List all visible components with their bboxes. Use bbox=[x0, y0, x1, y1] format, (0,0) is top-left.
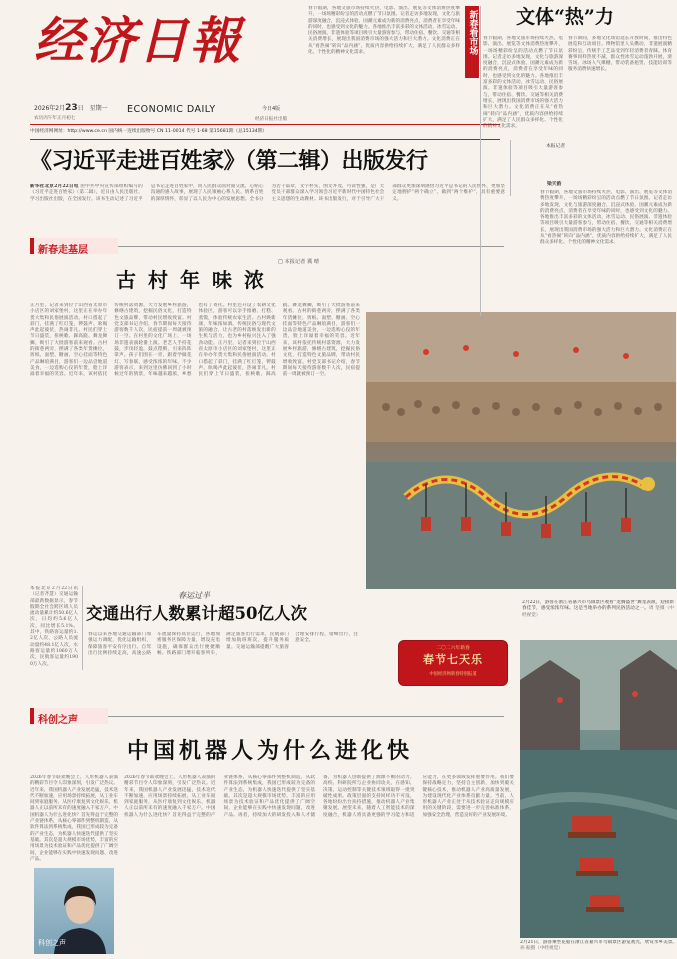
robot-rule bbox=[108, 716, 504, 717]
masthead-publisher: 经济日报社出版 bbox=[255, 117, 288, 122]
divider-main bbox=[510, 140, 511, 196]
water-town-photo bbox=[520, 640, 677, 938]
info-bar-rule bbox=[30, 139, 500, 140]
village-body: 正月里，记者来到位于山西省太原市小店区的刘家堡村，这里正在举办年货大集和民俗展演活动。村口搭起了彩门，挂满了红灯笼，锣鼓声、吆喝声此起彼伏，热闹非凡。村民们穿上节日盛装，扭秧歌、踩高跷、舞龙舞狮，吸引了大批游客前来观看。古村的街巷两旁，摆满了各类年货摊位，剪纸、面塑、糖画、空心挂面等特色产品琳琅满目，游客们一边品尝地道美食，一边选购心仪的年货，脸上洋溢着幸福的笑容。近年来，该村依托传统村落资源，大力发展乡村旅游，修缮古建筑，挖掘民俗文化，打造特色文旅品牌，带动村民增收致富。村党支部书记介绍，春节期间每天接待游客数千人次，民宿提前一周就被预订一空。在村里的文化广场上，一场场非遗表演轮番上演。老艺人手持花鼓，步伐轻盈，鼓点铿锵，引来阵阵掌声。孩子们围在一旁，跟着学做花灯、写春联，感受浓浓的年味。不少游客表示，来到这里仿佛回到了小时候过年的情景，年味越来越浓，乡愁也有了寄托。村里还开设了农耕文化体验区，游客可以亲手推磨、打糕、蒸馍，体验传统农家生活。古村焕新颜，年味浓如酒。传统民俗与现代文旅的融合，让古老的村落焕发出新的生机与活力，也为乡村振兴注入了强劲动能。正月里，记者来到位于山西省太原市小店区的刘家堡村，这里正在举办年货大集和民俗展演活动。村口搭起了彩门，挂满了红灯笼，锣鼓声、吆喝声此起彼伏，热闹非凡。村民们穿上节日盛装，扭秧歌、踩高跷、舞龙舞狮，吸引了大批游客前来观看。古村的街巷两旁，摆满了各类年货摊位，剪纸、面塑、糖画、空心挂面等特色产品琳琅满目，游客们一边品尝地道美食，一边选购心仪的年货，脸上洋溢着幸福的笑容。近年来，该村依托传统村落资源，大力发展乡村旅游，修缮古建筑，挖掘民俗文化，打造特色文旅品牌，带动村民增收致富。村党支部书记介绍，春节期间每天接待游客数千人次，民宿提前一周就被预订一空。 bbox=[30, 303, 360, 378]
dragon-dance-photo bbox=[366, 312, 676, 589]
traffic-title: 交通出行人数累计超50亿人次 bbox=[86, 604, 307, 623]
headline-lead: 新华社北京2月22日电 由中共中央宣传部组织编写的《习近平走进百姓家》（第二辑），近日由人民出版社、学习出版社出版，在全国发行。该书生动记述了习近平总书记走进百姓家中，同人民群众面对面交流、心贴心沟通的感人故事，展现了人民领袖心系人民、情系百姓的深厚情怀，彰显了以人民为中心的发展思想。全书分为若干篇章，文字朴实，图文并茂，可读性强，是广大党员干部群众深入学习领会习近平新时代中国特色社会主义思想的生动教材。该书出版发行，对于引导广大干部群众更加深刻感悟习近平总书记的人民情怀，更加坚定地拥护“两个确立”、做到“两个维护”，具有重要意义。 bbox=[30, 184, 505, 202]
author-photo: 科创之声 bbox=[34, 868, 114, 954]
masthead-info-bar: 中国经济网网址：http://www.ce.cn 国内统一连续出版物号 CN 11-0014 代号 1-68 第15681期（总15134期） bbox=[30, 129, 268, 134]
masthead-english: ECONOMIC DAILY bbox=[127, 104, 216, 115]
masthead-date: 2026年2月23日 星期一 bbox=[34, 103, 108, 113]
village-byline: □ 本报记者 冀 晴 bbox=[278, 259, 319, 265]
right-column-text: 春节期间，多地文化场馆延长开放时间，推出特色展览和互动项目。博物馆里人头攒动，非遗展演精彩纷呈，传统手工艺品受到年轻消费者青睐。体育赛事同样热度不减，群众性冰雪运动蓬勃开展，滑雪场、冰场人气爆棚，带动装备租赁、技能培训等服务消费快速增长。 bbox=[568, 36, 672, 73]
dragon-dance-scene bbox=[366, 312, 676, 589]
village-title: 古村年味浓 bbox=[116, 268, 276, 292]
headline-title: 《习近平走进百姓家》（第二辑）出版发行 bbox=[30, 148, 428, 174]
masthead-logo: 经济日報 bbox=[34, 11, 242, 70]
right-reporter: 本报记者 bbox=[546, 144, 566, 149]
traffic-kicker: 春运过半 bbox=[178, 591, 210, 600]
village-rule bbox=[118, 246, 504, 247]
section-tag-village: 新春走基层 bbox=[30, 238, 118, 254]
right-reporter-2: 梁天韵 bbox=[547, 181, 562, 187]
section-tag-market: 新春看市场 bbox=[465, 6, 479, 78]
boat-photo-caption: 2月21日，游客乘坐花船在浙江省嘉兴市乌镇景区游览观光，欣赏水乡美景。孙 振摄（中经视觉） bbox=[520, 940, 677, 952]
water-town-scene bbox=[520, 640, 677, 938]
feature-title: 文体“热”力 bbox=[516, 6, 614, 28]
masthead-lunar: 农历丙午年正月初七 bbox=[34, 116, 76, 121]
robot-body-left: 2026年春节联欢晚会上，人形机器人表演的精彩节目令人印象深刻，引发广泛热议。近年来，我国机器人产业发展迅猛，技术迭代不断加速，应用场景持续拓展，从工业车间到家庭服务，从医疗康复到文化娱乐，机器人正以前所未有的速度融入千家万户。中国机器人为什么进化快？首先得益于完整的产业链体系，从核心零部件到整机制造，从软件算法到系统集成，我国已形成较为完备的产业生态，为机器人快速迭代提供了坚实基础。其次是超大规模市场优势，丰富的应用场景为技术验证和产品优化提供了广阔空间，企业能够在实践中快速发现问题、改进产品。 bbox=[30, 775, 118, 862]
festival-stamp: 二〇二六年新春 春节七天乐 中国经济网新春特别报道 bbox=[398, 640, 508, 686]
masthead-pages: 今日4版 bbox=[262, 106, 281, 112]
right-mid-text: 春节假期，各地文旅市场持续火热，电影、演出、展览等文体消费热度攀升，一场场精彩纷呈的活动点燃了节日氛围。记者走访多地发现，文化与旅游深度融合，沉浸式体验、国潮元素成为新的消费亮点，消费者在享受年味的同时，也感受到文化的魅力。各地推出丰富多彩的文体活动，冰雪运动、民俗展演、非遗体验等项目吸引大量游客参与，带动住宿、餐饮、交通等相关消费增长，展现出我国消费市场的强大活力和巨大潜力。文化消费正在从“看热闹”转向“品内涵”，优质内容供给持续扩大，满足了人民群众多样化、个性化的精神文化需求。 bbox=[483, 36, 563, 130]
divider-right bbox=[480, 6, 481, 316]
right-lower-text: 春节假期，各地文旅市场持续火热，电影、演出、展览等文体消费热度攀升，一场场精彩纷呈的活动点燃了节日氛围。记者走访多地发现，文化与旅游深度融合，沉浸式体验、国潮元素成为新的消费亮点，消费者在享受年味的同时，也感受到文化的魅力。各地推出丰富多彩的文体活动，冰雪运动、民俗展演、非遗体验等项目吸引大量游客参与，带动住宿、餐饮、交通等相关消费增长，展现出我国消费市场的强大活力和巨大潜力。文化消费正在从“看热闹”转向“品内涵”，优质内容供给持续扩大，满足了人民群众多样化、个性化的精神文化需求。 bbox=[540, 190, 672, 246]
traffic-divider bbox=[82, 586, 83, 670]
top-middle-text: 春节假期，各地文旅市场持续火热，电影、演出、展览等文体消费热度攀升，一场场精彩纷呈的活动点燃了节日氛围。记者走访多地发现，文化与旅游深度融合，沉浸式体验、国潮元素成为新的消费亮点，消费者在享受年味的同时，也感受到文化的魅力。各地推出丰富多彩的文体活动，冰雪运动、民俗展演、非遗体验等项目吸引大量游客参与，带动住宿、餐饮、交通等相关消费增长，展现出我国消费市场的强大活力和巨大潜力。文化消费正在从“看热闹”转向“品内涵”，优质内容供给持续扩大，满足了人民群众多样化、个性化的精神文化需求。 bbox=[308, 6, 460, 56]
traffic-sidebar: 本报北京2月22日讯（记者齐慧）交通运输部最新数据显示，春节假期全社会跨区域人员流动量累计约50.6亿人次，日均约5.6亿人次，同比增长5.1%。其中，铁路客运量约1.2亿人次，公路人员流动量约48.1亿人次，水路客运量约1060万人次，民航客运量约1900万人次。 bbox=[30, 586, 78, 667]
dragon-photo-caption: 2月22日，游客在浙江省嘉兴市乌镇景区观看“龙腾盛世”舞龙表演，迎接新春佳节，感受浓浓年味。这是当地举办的系列民俗活动之一。周 坚摄（中经视觉） bbox=[522, 600, 674, 618]
masthead-rule bbox=[30, 124, 500, 125]
traffic-body: 春运以来各地交通运输部门加强运力调配，优化运输组织，保障旅客平安有序出行。自驾出行比例持续走高，高速公路车流量保持高位运行，各地加密服务区保障力量，增设充电设施，确保群众出行便捷顺畅。铁路部门增开临客列车，满足旅客出行需求，民航部门增加航班班次，提升服务质量。交通运输部提醒广大旅客合理安排行程，错峰出行，注意安全。 bbox=[88, 632, 358, 656]
robot-title: 中国机器人为什么进化快 bbox=[126, 738, 413, 764]
robot-body-main: 2026年春节联欢晚会上，人形机器人表演的精彩节目令人印象深刻，引发广泛热议。近年来，我国机器人产业发展迅猛，技术迭代不断加速，应用场景持续拓展，从工业车间到家庭服务，从医疗康复到文化娱乐，机器人正以前所未有的速度融入千家万户。中国机器人为什么进化快？首先得益于完整的产业链体系，从核心零部件到整机制造，从软件算法到系统集成，我国已形成较为完备的产业生态，为机器人快速迭代提供了坚实基础。其次是超大规模市场优势，丰富的应用场景为技术验证和产品优化提供了广阔空间，企业能够在实践中快速发现问题、改进产品。再者，持续加大的研发投入和人才储备，为机器人创新提供了源源不断的动力。高校、科研院所与企业协同攻关，在感知、决策、运动控制等关键技术领域取得一批突破性成果。政策层面的支持同样功不可没，各地纷纷出台扶持措施，推动机器人产业集聚发展。展望未来，随着人工智能技术的深度融合，机器人将具备更强的学习能力和适应能力，在更多领域发挥重要作用。我们要保持战略定力，坚持自主创新，加快突破关键核心技术，推动机器人产业高质量发展，为建设现代化产业体系贡献力量。当前，人形机器人产业正处于从技术验证走向规模应用的关键阶段，需要进一步完善标准体系，加强安全治理，营造良好的产业发展环境。 bbox=[124, 775, 514, 818]
section-tag-robot: 科创之声 bbox=[30, 708, 108, 724]
